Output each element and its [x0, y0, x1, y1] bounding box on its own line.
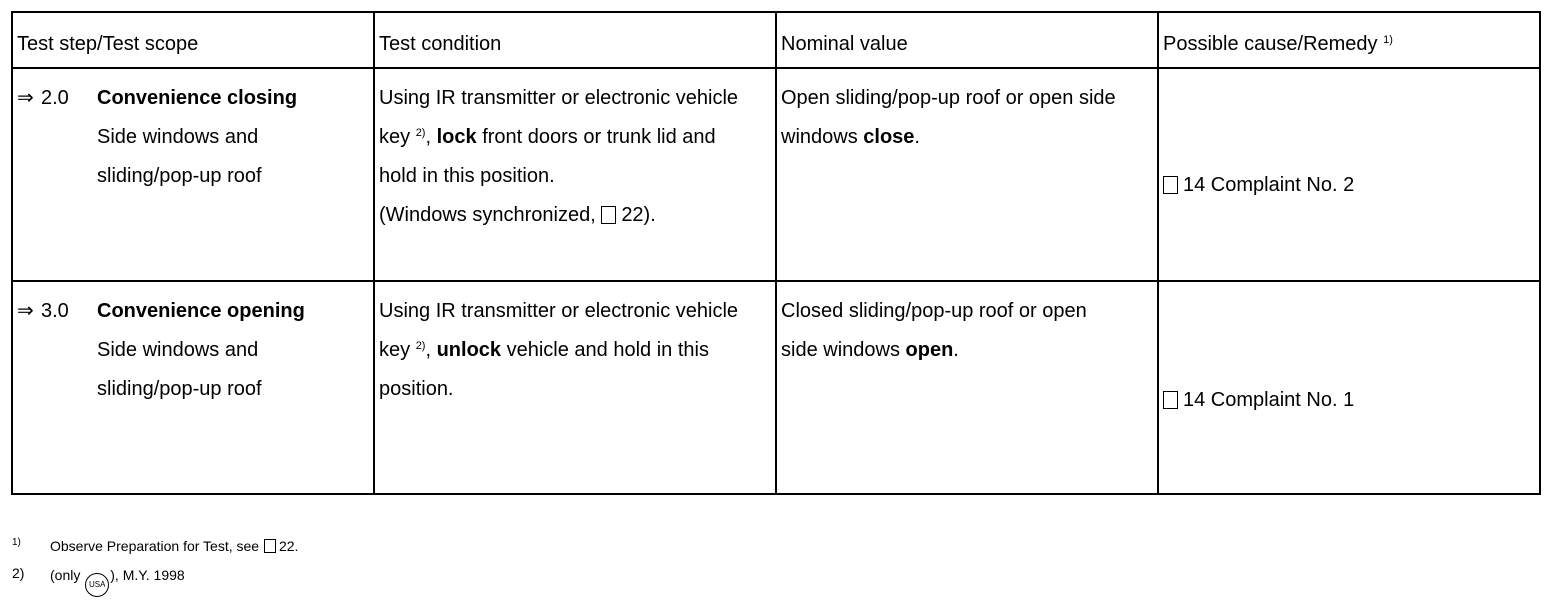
table-row — [12, 68, 1540, 281]
footnote-mark: 2) — [415, 127, 426, 139]
scope-line: sliding/pop-up roof — [97, 378, 262, 400]
usa-seal-icon: USA — [85, 573, 109, 597]
condition-line: (Windows synchronized, 22). — [379, 204, 656, 226]
header-possible-cause: Possible cause/Remedy $^{1)}$ — [1158, 12, 1540, 68]
condition-line: Using IR transmitter or electronic vehicle — [379, 300, 739, 322]
header-nominal-value: Nominal value — [776, 12, 1158, 68]
reference-box-icon — [264, 539, 276, 553]
footnote-mark: 2) — [12, 565, 25, 581]
step-title: Convenience opening — [97, 300, 305, 322]
nominal-line: Open sliding/pop-up roof or open side — [781, 87, 1116, 109]
condition-line: hold in this position. — [379, 165, 555, 187]
arrow-right-icon: ⇒ — [17, 300, 34, 322]
remedy-reference: 14 Complaint No. 2 — [1163, 166, 1535, 205]
possible-cause-cell — [1158, 68, 1540, 281]
nominal-line: side windows open. — [781, 339, 959, 361]
header-test-condition: Test condition — [374, 12, 776, 68]
reference-box-icon — [1163, 176, 1178, 194]
condition-line: position. — [379, 378, 454, 400]
result-keyword: open — [905, 339, 954, 361]
step-number: 2.0 — [41, 87, 69, 109]
condition-line: Using IR transmitter or electronic vehicle — [379, 87, 739, 109]
test-step-cell — [12, 281, 374, 494]
footnote-mark: 1) — [12, 537, 21, 548]
scope-line: Side windows and — [97, 126, 259, 148]
step-number: 3.0 — [41, 300, 69, 322]
arrow-right-icon: ⇒ — [17, 87, 34, 109]
reference-box-icon — [601, 206, 616, 224]
action-keyword: unlock — [436, 339, 502, 361]
footnote-mark: 2) — [415, 340, 426, 352]
condition-line: key $^{2)}$, lock front doors or trunk lid and — [379, 126, 716, 148]
footnote-text: (only — [50, 567, 81, 583]
result-keyword: close — [863, 126, 915, 148]
footnote-mark: 1) — [1383, 34, 1393, 46]
nominal-value-cell — [776, 281, 1158, 494]
test-condition-cell — [374, 68, 776, 281]
table-header-row — [12, 12, 1540, 68]
reference-box-icon — [1163, 391, 1178, 409]
test-condition-cell — [374, 281, 776, 494]
nominal-value-cell — [776, 68, 1158, 281]
scope-line: Side windows and — [97, 339, 259, 361]
scope-line: sliding/pop-up roof — [97, 165, 262, 187]
test-step-cell — [12, 68, 374, 281]
condition-line: key $^{2)}$, unlock vehicle and hold in this — [379, 339, 709, 361]
footnote-text: Observe Preparation for Test, see — [50, 538, 260, 554]
remedy-reference: 14 Complaint No. 1 — [1163, 381, 1535, 420]
footnote-text: ), M.Y. 1998 — [110, 567, 185, 583]
nominal-line: windows close. — [781, 126, 920, 148]
table-row — [12, 281, 1540, 494]
test-procedure-table — [11, 11, 1541, 495]
action-keyword: lock — [436, 126, 477, 148]
header-test-step: Test step/Test scope — [12, 12, 374, 68]
footnote-text: 22. — [278, 538, 299, 554]
step-title: Convenience closing — [97, 87, 298, 109]
possible-cause-cell — [1158, 281, 1540, 494]
nominal-line: Closed sliding/pop-up roof or open — [781, 300, 1087, 322]
